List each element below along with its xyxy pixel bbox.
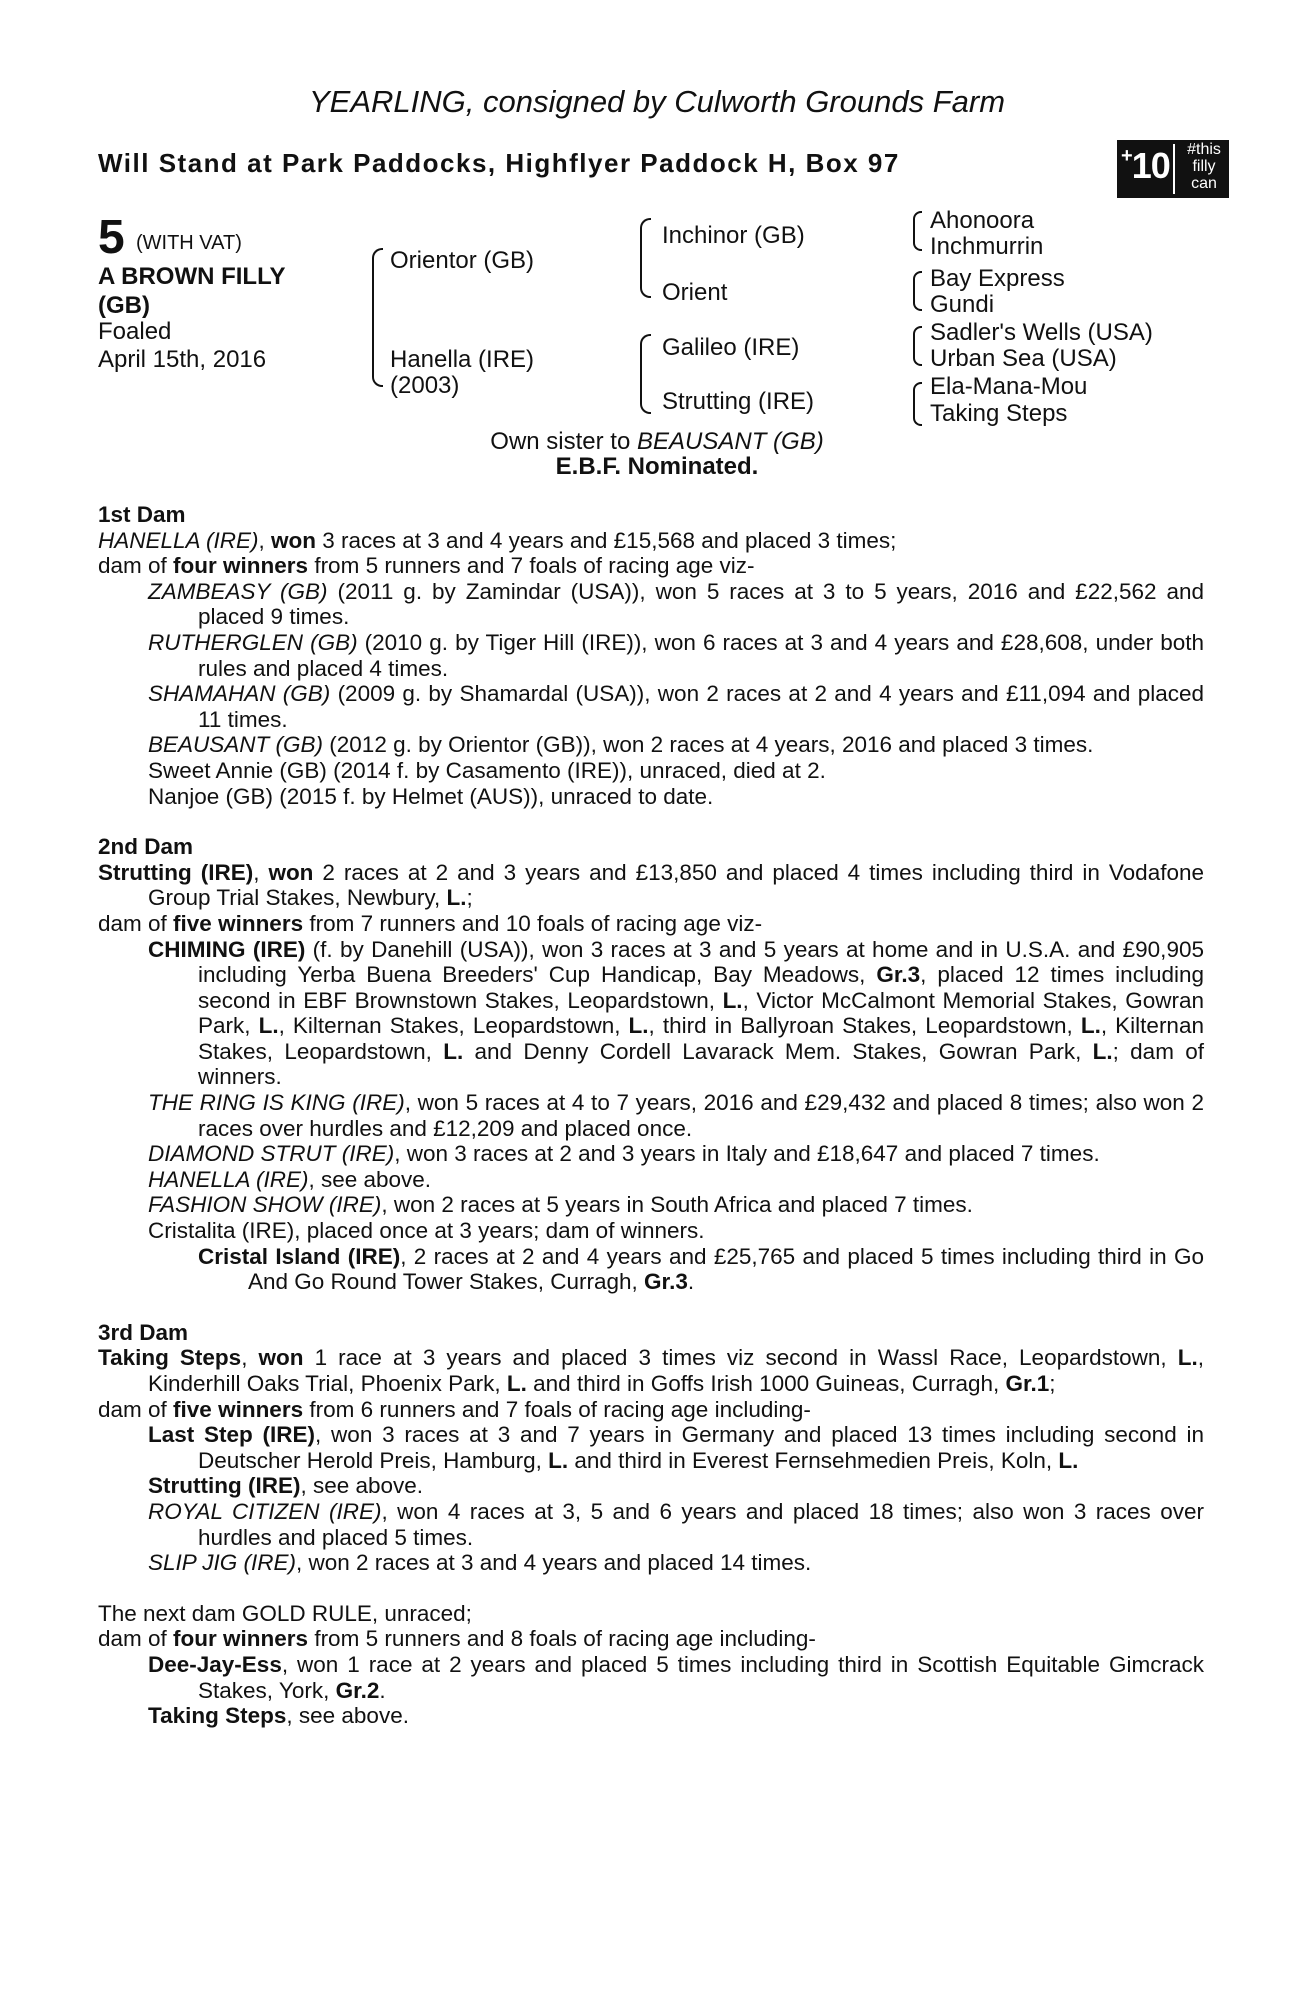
produce-entry: Nanjoe (GB) (2015 f. by Helmet (AUS)), unraced to date. [148,783,714,809]
pedigree-brace [913,211,922,251]
ebf-nominated: E.B.F. Nominated. [555,453,759,480]
pedigree-sire-sire: Inchinor (GB) [662,222,805,249]
pedigree-g3-2: Inchmurrin [930,233,1044,260]
produce-entry: BEAUSANT (GB) (2012 g. by Orientor (GB)), won 2 races at 4 years, 2016 and placed 3 times. [148,732,1094,758]
pedigree-g3-5: Sadler's Wells (USA) [930,319,1153,346]
pedigree-brace [913,382,922,426]
second-dam-produce: dam of five winners from 7 runners and 10 foals of racing age viz- [98,910,763,936]
lot-number: 5 [98,211,125,264]
first-dam-heading: 1st Dam [98,502,186,527]
third-dam-record: Taking Steps, won 1 race at 3 years and placed 3 times viz second in Wassl Race, Leopardstown, L., Kinderhill Oaks Trial, Phoenix Park, L. and third in Goffs Irish 1000 Guineas, Curragh, Gr.1; [98,1345,1204,1396]
produce-entry: Strutting (IRE), see above. [148,1473,424,1499]
produce-entry: Cristalita (IRE), placed once at 3 years; dam of winners. [148,1218,705,1244]
third-dam-heading: 3rd Dam [98,1319,189,1345]
this-filly-can-badge [1117,140,1229,198]
pedigree-g3-6: Urban Sea (USA) [930,345,1117,372]
first-dam-record: HANELLA (IRE), won 3 races at 3 and 4 years and £15,568 and placed 3 times; [98,527,897,553]
foaled-info [98,318,266,374]
next-dam-produce: dam of four winners from 5 runners and 8 foals of racing age including- [98,1626,816,1652]
pedigree-dam-year: (2003) [390,372,460,399]
pedigree-sire-dam: Orient [662,279,728,306]
pedigree-g3-4: Gundi [930,291,995,318]
produce-entry: SHAMAHAN (GB) (2009 g. by Shamardal (USA)), won 2 races at 2 and 4 years and £11,094 and placed 11 times. [148,681,1205,732]
pedigree-dam-sire: Galileo (IRE) [662,334,800,361]
own-sister-note: Own sister to BEAUSANT (GB) [490,428,824,455]
produce-entry: CHIMING (IRE) (f. by Danehill (USA)), won 3 races at 3 and 5 years at home and in U.S.A. and £90,905 including Yerba Buena Breeders' Cup Handicap, Bay Meadows, Gr.3, placed 12 times including second in EBF Brownstown Stakes, Leopardstown, L., Victor McCalmont Memorial Stakes, Gowran Park, L., Kilternan Stakes, Leopardstown, L., third in Ballyroan Stakes, Leopardstown, L., Kilternan Stakes, Leopardstown, L. and Denny Cordell Lavarack Mem. Stakes, Gowran Park, L.; dam of winners. [148,936,1204,1090]
stand-location: Will Stand at Park Paddocks, Highflyer Paddock H, Box 97 [98,148,900,178]
produce-entry: Sweet Annie (GB) (2014 f. by Casamento (IRE)), unraced, died at 2. [148,757,826,783]
produce-entry: FASHION SHOW (IRE), won 2 races at 5 years in South Africa and placed 7 times. [148,1192,973,1218]
foaled-date: April 15th, 2016 [98,346,267,373]
produce-entry: SLIP JIG (IRE), won 2 races at 3 and 4 years and placed 14 times. [148,1550,812,1576]
second-dam-heading: 2nd Dam [98,834,194,860]
pedigree-sire: Orientor (GB) [390,247,535,274]
produce-entry: RUTHERGLEN (GB) (2010 g. by Tiger Hill (IRE)), won 6 races at 3 and 4 years and £28,608, under both rules and placed 4 times. [148,629,1204,681]
lot-description: A BROWN FILLY (GB) [98,263,286,319]
next-dam-record: The next dam GOLD RULE, unraced; [98,1600,472,1626]
produce-entry: DIAMOND STRUT (IRE), won 3 races at 2 and 3 years in Italy and £18,647 and placed 7 times. [148,1141,1100,1167]
produce-entry: HANELLA (IRE), see above. [148,1166,432,1192]
badge-number: +10 [1121,145,1170,186]
lot-vat: (WITH VAT) [136,232,242,254]
pedigree-dam-dam: Strutting (IRE) [662,388,815,415]
second-dam-record: Strutting (IRE), won 2 races at 2 and 3 years and £13,850 and placed 4 times including third in Vodafone Group Trial Stakes, Newbury, L.; [98,859,1205,911]
pedigree-g3-7: Ela-Mana-Mou [930,373,1088,400]
pedigree-brace [372,248,383,387]
foaled-label: Foaled [98,318,172,345]
produce-entry: Last Step (IRE), won 3 races at 3 and 7 years in Germany and placed 13 times including second in Deutscher Herold Preis, Hamburg, L. and third in Everest Fernsehmedien Preis, Koln, L. [148,1422,1204,1473]
badge-divider [1173,144,1175,194]
produce-entry: Dee-Jay-Ess, won 1 race at 2 years and placed 5 times including third in Scottish Equitable Gimcrack Stakes, York, Gr.2. [148,1651,1204,1703]
grandproduce-entry: Cristal Island (IRE), 2 races at 2 and 4 years and £25,765 and placed 5 times including third in Go And Go Round Tower Stakes, Curragh, Gr.3. [198,1243,1204,1295]
produce-entry: THE RING IS KING (IRE), won 5 races at 4 to 7 years, 2016 and £29,432 and placed 8 times; also won 2 races over hurdles and £12,209 and placed once. [148,1090,1205,1141]
pedigree-g3-3: Bay Express [930,265,1065,292]
produce-entry: ZAMBEASY (GB) (2011 g. by Zamindar (USA)), won 5 races at 3 to 5 years, 2016 and £22,562 and placed 9 times. [148,578,1204,630]
pedigree-g3-8: Taking Steps [930,400,1068,427]
catalogue-body [98,502,1204,1729]
pedigree-brace [640,218,651,298]
consignment-line: YEARLING, consigned by Culworth Grounds Farm [308,84,1006,119]
pedigree-brace [913,326,922,366]
produce-entry: ROYAL CITIZEN (IRE), won 4 races at 3, 5 and 6 years and placed 18 times; also won 3 races over hurdles and placed 5 times. [148,1498,1204,1550]
pedigree-brace [913,271,922,311]
first-dam-produce: dam of four winners from 5 runners and 7 foals of racing age viz- [98,553,755,579]
produce-entry: Taking Steps, see above. [148,1703,409,1729]
pedigree-brace [640,334,651,414]
pedigree-dam: Hanella (IRE) [390,346,535,373]
pedigree-g3-1: Ahonoora [930,207,1035,234]
badge-tagline: #this filly can [1187,141,1221,192]
third-dam-produce: dam of five winners from 6 runners and 7 foals of racing age including- [98,1396,811,1422]
